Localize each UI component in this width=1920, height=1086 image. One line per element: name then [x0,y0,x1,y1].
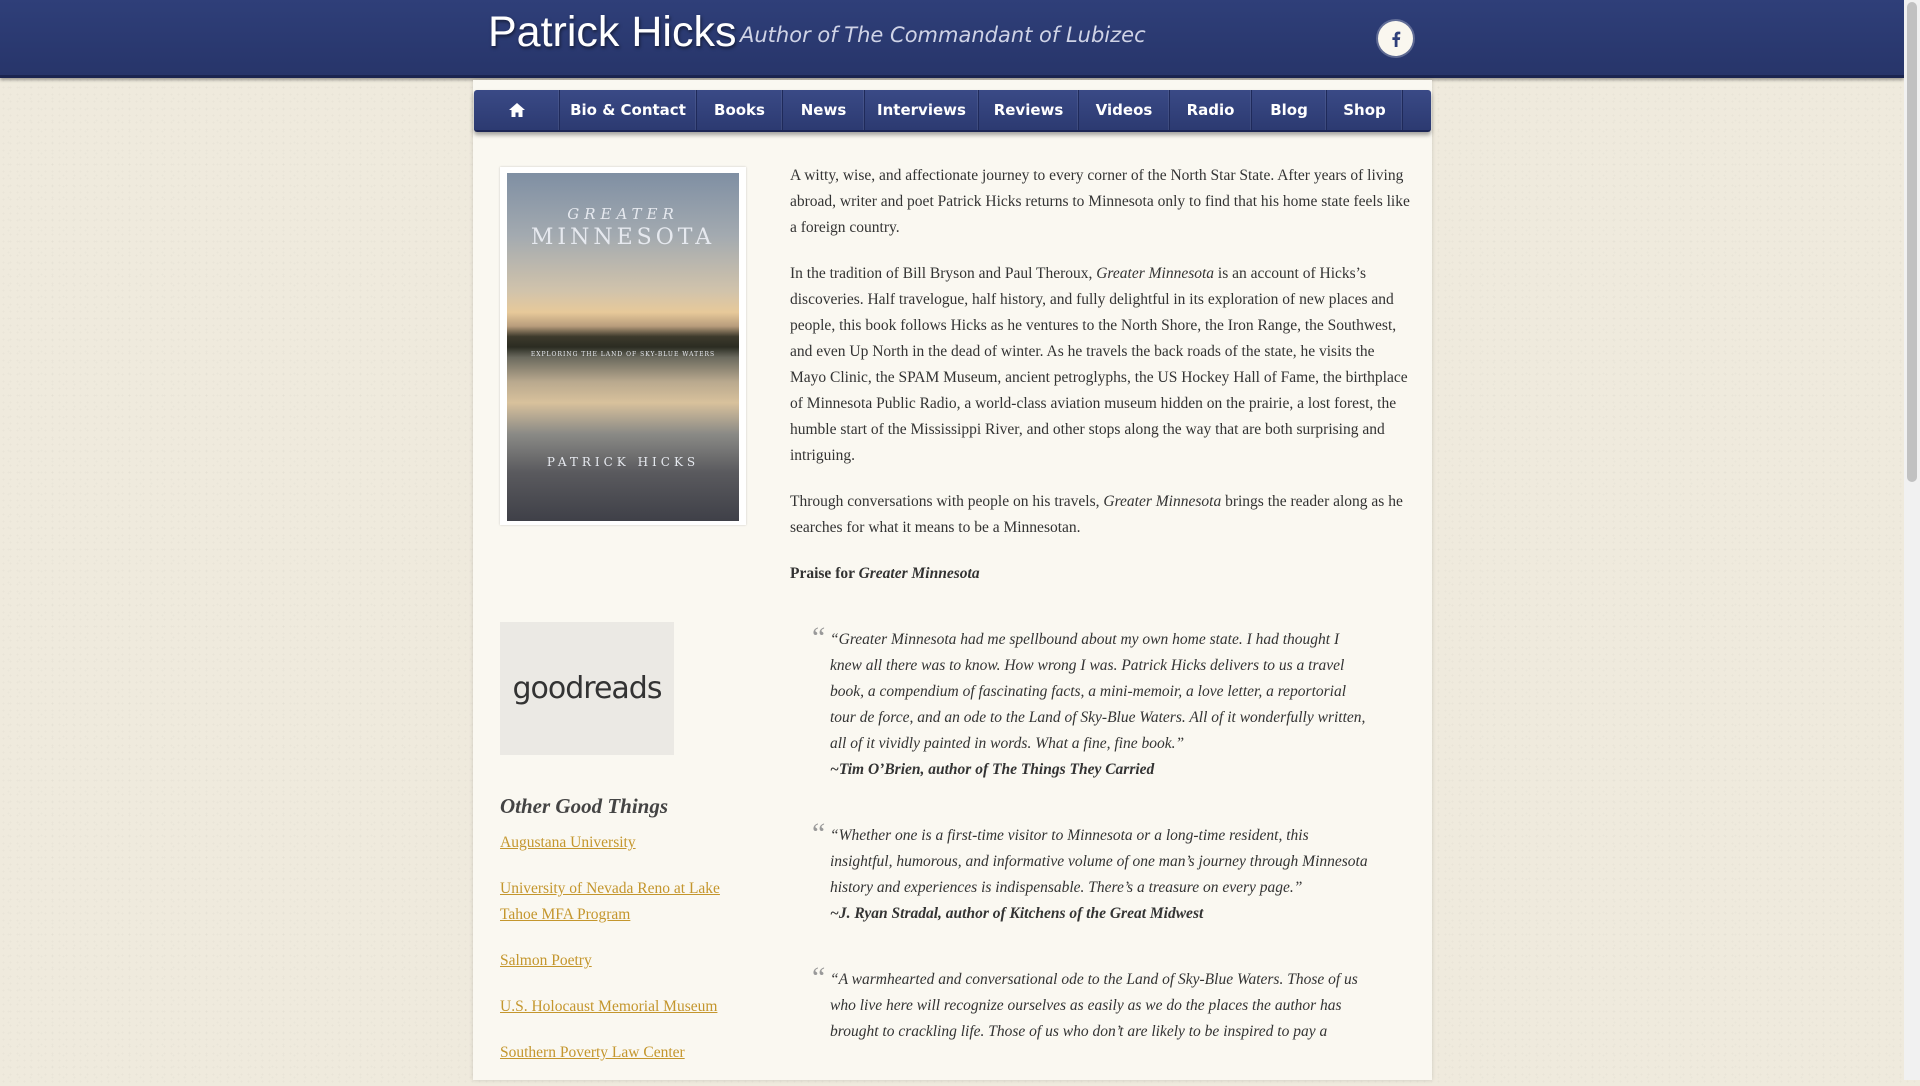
quote-attribution: ~J. Ryan Stradal, author of Kitchens of the Great Midwest [830,905,1204,922]
facebook-icon[interactable] [1378,21,1413,56]
main-content [790,163,1410,1085]
quote-text: “A warmhearted and conversational ode to the Land of Sky-Blue Waters. Those of us who live here will recognize ourselves as easily as we do the places the author has brought to crackling life. Those of us who don’t are likely to be inspired to pay a [830,971,1358,1040]
nav-news[interactable]: News [783,90,865,130]
sidebar-link-splc[interactable]: Southern Poverty Law Center [500,1044,685,1061]
goodreads-badge[interactable] [500,622,674,755]
sidebar-link-augustana[interactable]: Augustana University [500,834,636,851]
home-icon [508,102,526,118]
closing-paragraph: Through conversations with people on his travels, Greater Minnesota brings the reader along as he searches for what it means to be a Minnesotan. [790,493,1403,536]
main-nav [474,90,1431,132]
nav-radio[interactable]: Radio [1170,90,1252,130]
goodreads-label: goodreads [512,671,662,706]
book-cover-image[interactable] [507,173,739,521]
nav-bio-contact[interactable]: Bio & Contact [560,90,697,130]
quote-mark-icon: “ [812,621,826,654]
scrollbar-thumb[interactable] [1907,2,1917,482]
nav-books[interactable]: Books [697,90,783,130]
nav-home[interactable] [474,90,560,130]
nav-interviews[interactable]: Interviews [865,90,979,130]
quote-mark-icon: “ [812,817,826,850]
quote-mark-icon: “ [812,961,826,994]
cover-author: PATRICK HICKS [546,455,700,469]
nav-reviews[interactable]: Reviews [979,90,1079,130]
sidebar-link-holocaust-museum[interactable]: U.S. Holocaust Memorial Museum [500,998,718,1015]
cover-title-line1: GREATER [567,205,679,223]
sidebar-link-unr-mfa[interactable]: University of Nevada Reno at Lake Tahoe MFA Program [500,880,720,923]
nav-videos[interactable]: Videos [1079,90,1170,130]
nav-shop[interactable]: Shop [1327,90,1403,130]
sidebar-links [500,830,730,1086]
cover-title-line2: MINNESOTA [530,225,716,250]
sidebar-heading: Other Good Things [500,794,669,818]
praise-quote [812,817,1370,927]
site-title[interactable]: Patrick Hicks [488,8,737,56]
quote-attribution: ~Tim O’Brien, author of The Things They Carried [830,761,1155,778]
praise-quote [812,961,1370,1045]
quote-text: “Whether one is a first-time visitor to Minnesota or a long-time resident, this insightful, humorous, and informative volume of one man’s journey through Minnesota history and experiences is indispensable. There’s a treasure on every page.” [830,827,1368,896]
site-tagline: Author of The Commandant of Lubizec [740,23,1146,47]
intro-paragraph: A witty, wise, and affectionate journey to every corner of the North Star State. After years of living abroad, writer and poet Patrick Hicks returns to Minnesota only to find that his home state feels like a foreign country. [790,167,1410,236]
nav-blog[interactable]: Blog [1252,90,1327,130]
sidebar-link-salmon-poetry[interactable]: Salmon Poetry [500,952,592,969]
cover-subtitle: EXPLORING THE LAND OF SKY-BLUE WATERS [530,351,716,358]
praise-heading: Praise for Greater Minnesota [790,565,980,582]
quote-text: “Greater Minnesota had me spellbound about my own home state. I had thought I knew all there was to know. How wrong I was. Patrick Hicks delivers to us a travel book, a compendium of fascinating facts, a mini-memoir, a love letter, a reportorial tour de force, and an ode to the Land of Sky-Blue Waters. All of it wonderfully written, all of it vividly painted in words. What a fine, fine book.” [830,631,1366,752]
site-header [0,0,1904,78]
praise-quote [812,621,1370,783]
description-paragraph: In the tradition of Bill Bryson and Paul Theroux, Greater Minnesota is an account of Hicks’s discoveries. Half travelogue, half history, and fully delightful in its exploration of new places and people, this book follows Hicks as he ventures to the North Shore, the Iron Range, the Southwest, and even Up North in the dead of winter. As he travels the back roads of the state, he visits the Mayo Clinic, the SPAM Museum, ancient petroglyphs, the US Hockey Hall of Fame, the birthplace of Minnesota Public Radio, a world-class aviation museum hidden on the prairie, a lost forest, the humble start of the Mississippi River, and other stops along the way that are both surprising and intriguing. [790,265,1408,464]
